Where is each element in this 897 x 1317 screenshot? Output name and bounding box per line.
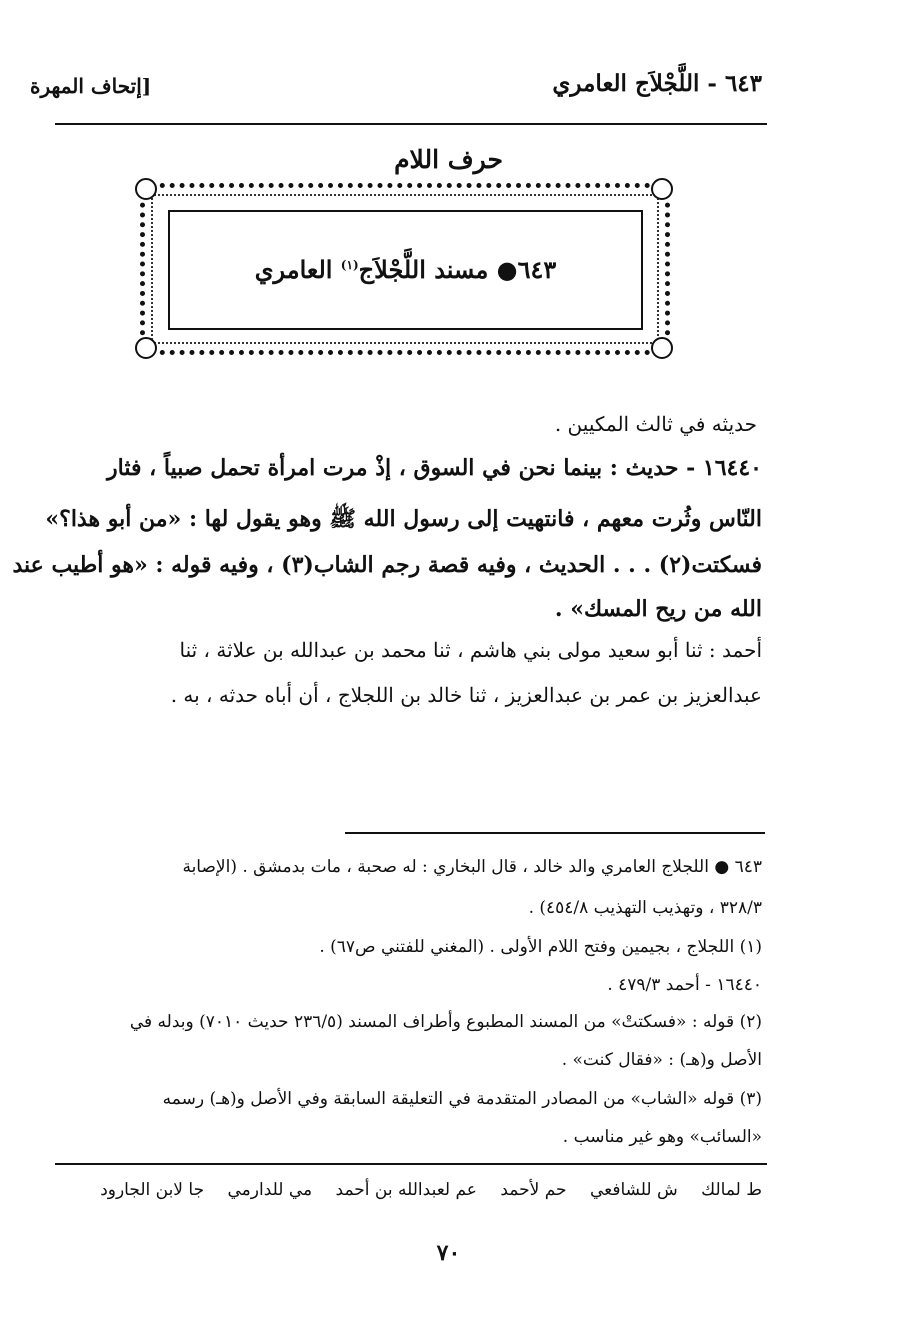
footnote-line: (٢) قوله : «فسكتتْ» من المسند المطبوع وأطراف المسند (٢٣٦/٥ حديث ٧٠١٠) وبدله في xyxy=(129,1012,762,1032)
isnad-line: أحمد : ثنا أبو سعيد مولى بني هاشم ، ثنا محمد بن عبدالله بن علاثة ، ثنا xyxy=(179,638,762,662)
sigla-legend xyxy=(82,1180,762,1200)
siglum: عم لعبدالله بن أحمد xyxy=(335,1180,477,1200)
section-title: حرف اللام xyxy=(394,145,503,174)
running-header-book: [إتحاف المهرة xyxy=(30,74,152,98)
musnad-heading xyxy=(168,255,643,284)
footnote-line: ١٦٤٤٠ - أحمد ٤٧٩/٣ . xyxy=(607,975,762,995)
siglum: مي للدارمي xyxy=(227,1180,313,1200)
page-number: ٧٠ xyxy=(436,1240,461,1266)
corner-ornament-icon xyxy=(651,178,673,200)
siglum: جا لابن الجارود xyxy=(100,1180,205,1200)
hadith-line: ١٦٤٤٠ - حديث : بينما نحن في السوق ، إذْ مرت امرأة تحمل صبياً ، فثار xyxy=(107,455,762,481)
footnote-line: الأصل و(هـ) : «فقال كنت» . xyxy=(561,1050,762,1070)
footnote-line: (٣) قوله «الشاب» من المصادر المتقدمة في التعليقة السابقة وفي الأصل و(هـ) رسمه xyxy=(162,1089,762,1109)
footnote-line: «السائب» وهو غير مناسب . xyxy=(562,1127,762,1147)
isnad-line: عبدالعزيز بن عمر بن عبدالعزيز ، ثنا خالد بن اللجلاج ، أن أباه حدثه ، به . xyxy=(170,683,762,707)
footnote-line: ٦٤٣ ● اللجلاج العامري والد خالد ، قال البخاري : له صحبة ، مات بدمشق . (الإصابة xyxy=(182,857,762,877)
corner-ornament-icon xyxy=(135,178,157,200)
hadith-line: فسكتت(٢) . . . الحديث ، وفيه قصة رجم الشاب(٣) ، وفيه قوله : «هو أطيب عند xyxy=(12,552,762,578)
hadith-line: النّاس وثُرت معهم ، فانتهيت إلى رسول الله ﷺ وهو يقول لها : «من أبو هذا؟» xyxy=(45,506,762,532)
running-header-title: ٦٤٣ - اللَّجْلاَج العامري xyxy=(552,70,762,97)
intro-line: حديثه في ثالث المكيين . xyxy=(554,412,757,436)
siglum: حم لأحمد xyxy=(500,1180,567,1200)
sigla-divider xyxy=(55,1163,767,1165)
musnad-heading-main: ٦٤٣● مسند اللَّجْلاَج xyxy=(358,255,557,284)
hadith-line: الله من ريح المسك» . xyxy=(554,596,762,622)
header-divider xyxy=(55,123,767,125)
footnote-line: ٣٢٨/٣ ، وتهذيب التهذيب ٤٥٤/٨) . xyxy=(528,898,762,918)
footnote-separator xyxy=(345,832,765,834)
siglum: ط لمالك xyxy=(701,1180,762,1200)
musnad-heading-suffix: العامري xyxy=(254,255,341,284)
footnote-line: (١) اللجلاج ، بجيمين وفتح اللام الأولى . (المغني للفتني ص٦٧) . xyxy=(319,937,762,957)
footnote-marker: (١) xyxy=(340,258,359,272)
corner-ornament-icon xyxy=(135,337,157,359)
corner-ornament-icon xyxy=(651,337,673,359)
siglum: ش للشافعي xyxy=(589,1180,678,1200)
